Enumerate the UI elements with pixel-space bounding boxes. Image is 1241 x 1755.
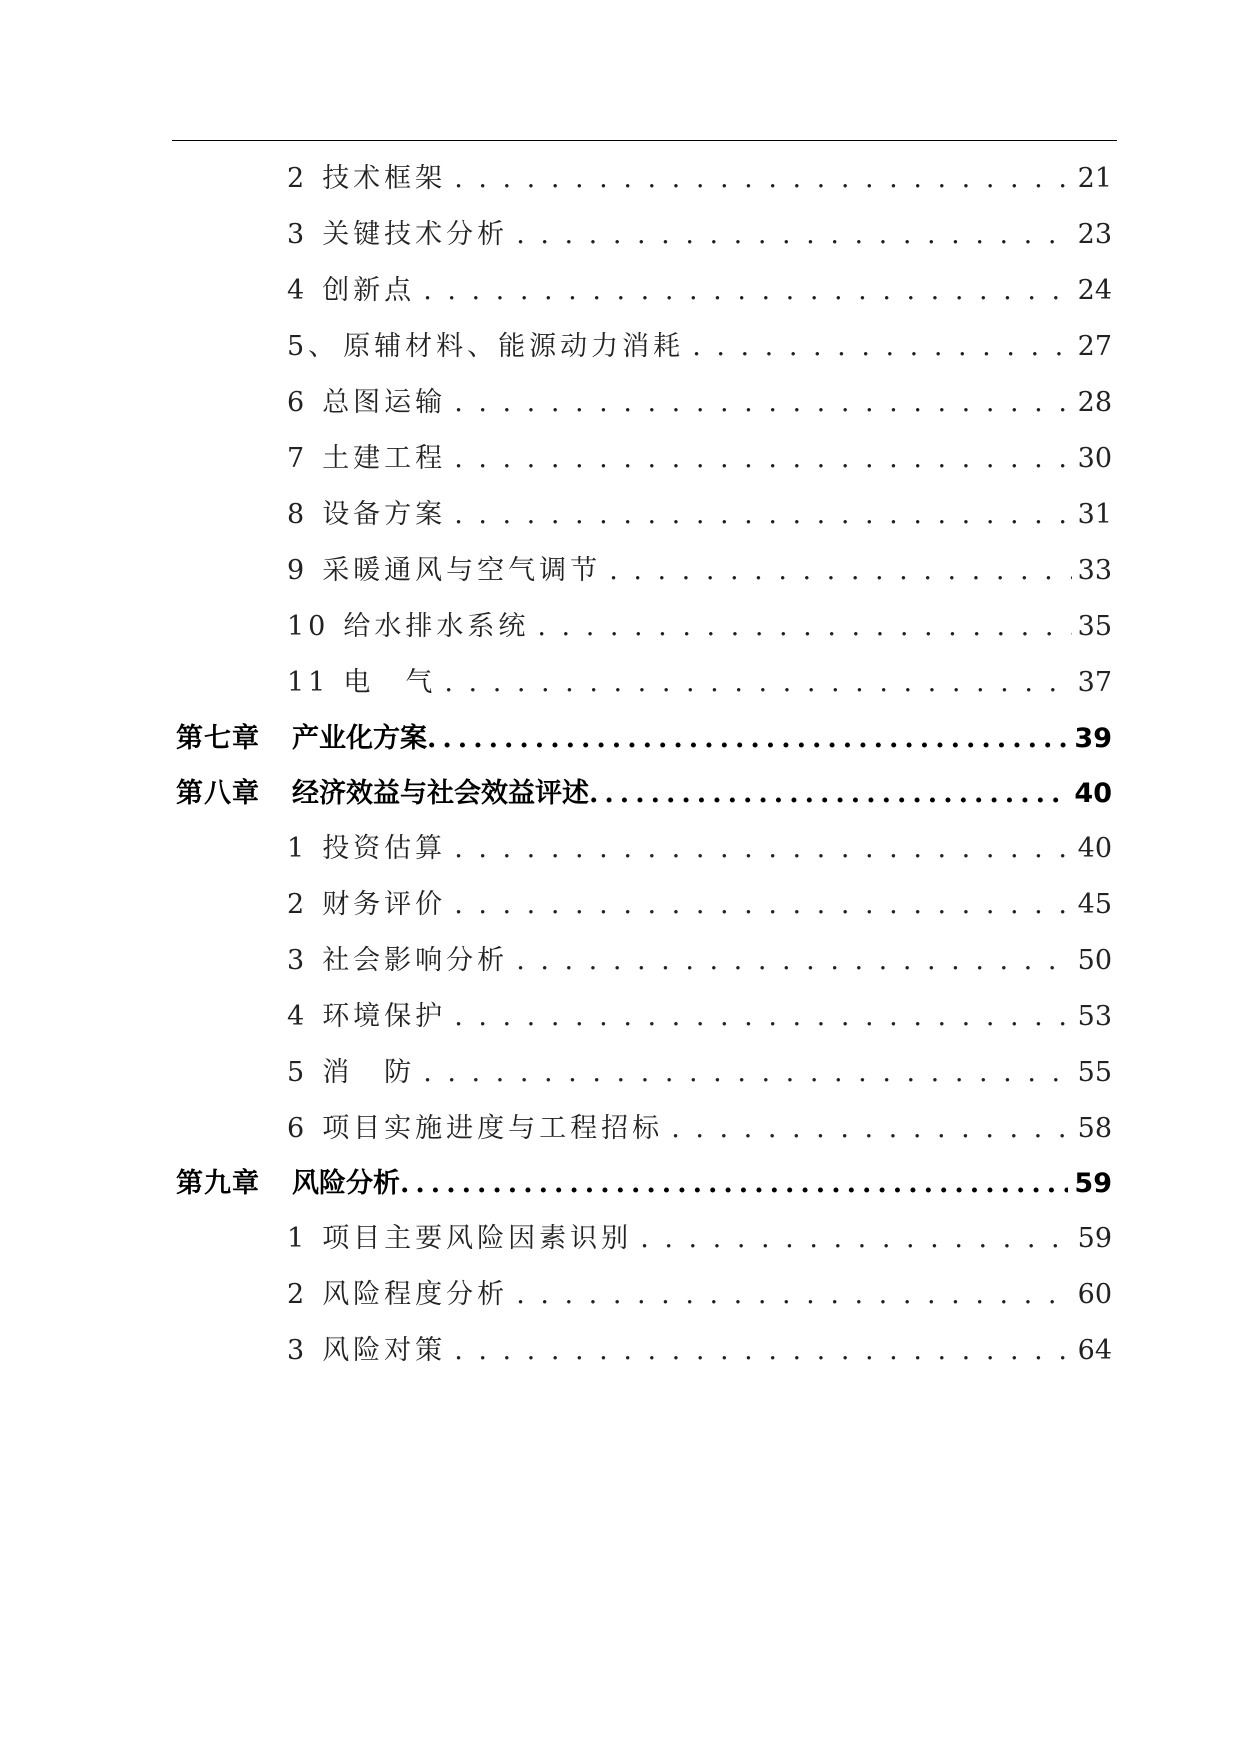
toc-entry-page: 21: [1077, 163, 1112, 194]
toc-entry-title: 总图运输: [322, 387, 447, 418]
toc-entry[interactable]: [287, 602, 1112, 652]
dot-leader: [423, 266, 1071, 316]
toc-entry-page: 64: [1077, 1335, 1112, 1366]
toc-entry-page: 40: [1077, 833, 1112, 864]
toc-entry[interactable]: [287, 880, 1112, 930]
toc-entry-page: 59: [1077, 1223, 1112, 1254]
toc-entry-title: 消 防: [322, 1057, 416, 1088]
dot-leader: [454, 154, 1071, 204]
toc-entry-page: 33: [1077, 555, 1112, 586]
dot-leader: [454, 824, 1071, 874]
toc-entry[interactable]: [287, 378, 1112, 428]
toc-entry-title: 风险程度分析: [322, 1279, 509, 1310]
dot-leader: [516, 1270, 1071, 1320]
toc-entry-number: 10: [287, 611, 330, 642]
dot-leader: [671, 1104, 1071, 1154]
toc-chapter-title: 产业化方案: [292, 723, 427, 754]
toc-entry[interactable]: [287, 1104, 1112, 1154]
toc-chapter-title: 经济效益与社会效益评述: [292, 778, 589, 809]
toc-entry[interactable]: [287, 1270, 1112, 1320]
toc-entry[interactable]: [287, 1214, 1112, 1264]
toc-chapter-number: 第八章: [176, 778, 260, 809]
toc-entry-title: 财务评价: [322, 889, 447, 920]
toc-entry-title: 投资估算: [322, 833, 447, 864]
toc-entry-page: 24: [1077, 275, 1112, 306]
toc-entry-number: 7: [287, 443, 309, 474]
toc-chapter-page: 40: [1074, 778, 1112, 809]
toc-entry-number: 6: [287, 1113, 309, 1144]
toc-entry[interactable]: [287, 210, 1112, 260]
dot-leader: [537, 602, 1071, 652]
toc-entry-number: 3: [287, 219, 309, 250]
toc-entry-title: 创新点: [322, 275, 416, 306]
dot-leader: [516, 210, 1071, 260]
header-rule: [172, 140, 1117, 141]
toc-entry-page: 28: [1077, 387, 1112, 418]
toc-chapter-page: 59: [1074, 1168, 1112, 1199]
toc-entry-page: 35: [1077, 611, 1112, 642]
dot-leader: [444, 658, 1071, 708]
toc-entry-number: 2: [287, 889, 309, 920]
toc-entry[interactable]: [287, 1048, 1112, 1098]
toc-entry-title: 原辅材料、能源动力消耗: [343, 331, 685, 362]
toc-entry-page: 60: [1077, 1279, 1112, 1310]
toc-entry-title: 土建工程: [322, 443, 447, 474]
toc-entry-title: 项目主要风险因素识别: [322, 1223, 633, 1254]
toc-entry-title: 电 气: [343, 667, 437, 698]
toc-chapter-entry[interactable]: [176, 714, 1112, 764]
dot-leader: [454, 880, 1071, 930]
toc-entry-title: 风险对策: [322, 1335, 447, 1366]
toc-entry-number: 4: [287, 275, 309, 306]
toc-entry-number: 5: [287, 1057, 309, 1088]
dot-leader: [589, 769, 1068, 819]
dot-leader: [427, 714, 1068, 764]
toc-entry-page: 53: [1077, 1001, 1112, 1032]
toc-entry-title: 采暖通风与空气调节: [322, 555, 602, 586]
dot-leader: [423, 1048, 1071, 1098]
toc-entry-title: 社会影响分析: [322, 945, 509, 976]
toc-entry[interactable]: [287, 936, 1112, 986]
toc-chapter-page: 39: [1074, 723, 1112, 754]
toc-entry-number: 1: [287, 833, 309, 864]
toc-chapter-title: 风险分析: [292, 1168, 400, 1199]
toc-entry-page: 58: [1077, 1113, 1112, 1144]
toc-entry-number: 6: [287, 387, 309, 418]
toc-entry-title: 项目实施进度与工程招标: [322, 1113, 664, 1144]
toc-entry-page: 45: [1077, 889, 1112, 920]
dot-leader: [692, 322, 1071, 372]
toc-entry-page: 27: [1077, 331, 1112, 362]
dot-leader: [640, 1214, 1071, 1264]
toc-entry-number: 5、: [287, 331, 340, 362]
toc-entry-number: 1: [287, 1223, 309, 1254]
toc-entry-page: 31: [1077, 499, 1112, 530]
toc-entry-title: 给水排水系统: [343, 611, 530, 642]
toc-entry-number: 8: [287, 499, 309, 530]
toc-entry-number: 9: [287, 555, 309, 586]
toc-entry[interactable]: [287, 490, 1112, 540]
toc-entry-title: 设备方案: [322, 499, 447, 530]
toc-entry[interactable]: [287, 322, 1112, 372]
dot-leader: [454, 490, 1071, 540]
toc-entry-number: 3: [287, 1335, 309, 1366]
toc-entry-page: 37: [1077, 667, 1112, 698]
toc-entry[interactable]: [287, 154, 1112, 204]
toc-entry[interactable]: [287, 1326, 1112, 1376]
toc-entry-number: 11: [287, 667, 330, 698]
toc-entry[interactable]: [287, 434, 1112, 484]
toc-entry[interactable]: [287, 992, 1112, 1042]
dot-leader: [454, 1326, 1071, 1376]
dot-leader: [400, 1159, 1068, 1209]
toc-chapter-number: 第七章: [176, 723, 260, 754]
toc-entry[interactable]: [287, 266, 1112, 316]
dot-leader: [516, 936, 1071, 986]
toc-entry-title: 关键技术分析: [322, 219, 509, 250]
toc-entry-number: 2: [287, 1279, 309, 1310]
toc-entry-number: 4: [287, 1001, 309, 1032]
dot-leader: [609, 546, 1071, 596]
toc-entry-page: 50: [1077, 945, 1112, 976]
dot-leader: [454, 992, 1071, 1042]
toc-entry-page: 30: [1077, 443, 1112, 474]
toc-entry-page: 23: [1077, 219, 1112, 250]
toc-entry-page: 55: [1077, 1057, 1112, 1088]
toc-entry-number: 3: [287, 945, 309, 976]
toc-entry[interactable]: [287, 546, 1112, 596]
toc-chapter-entry[interactable]: [176, 769, 1112, 819]
toc-entry-number: 2: [287, 163, 309, 194]
toc-entry-title: 环境保护: [322, 1001, 447, 1032]
dot-leader: [454, 378, 1071, 428]
dot-leader: [454, 434, 1071, 484]
toc-chapter-number: 第九章: [176, 1168, 260, 1199]
toc-chapter-entry[interactable]: [176, 1159, 1112, 1209]
toc-entry[interactable]: [287, 824, 1112, 874]
toc-entry-title: 技术框架: [322, 163, 447, 194]
toc-entry[interactable]: [287, 658, 1112, 708]
